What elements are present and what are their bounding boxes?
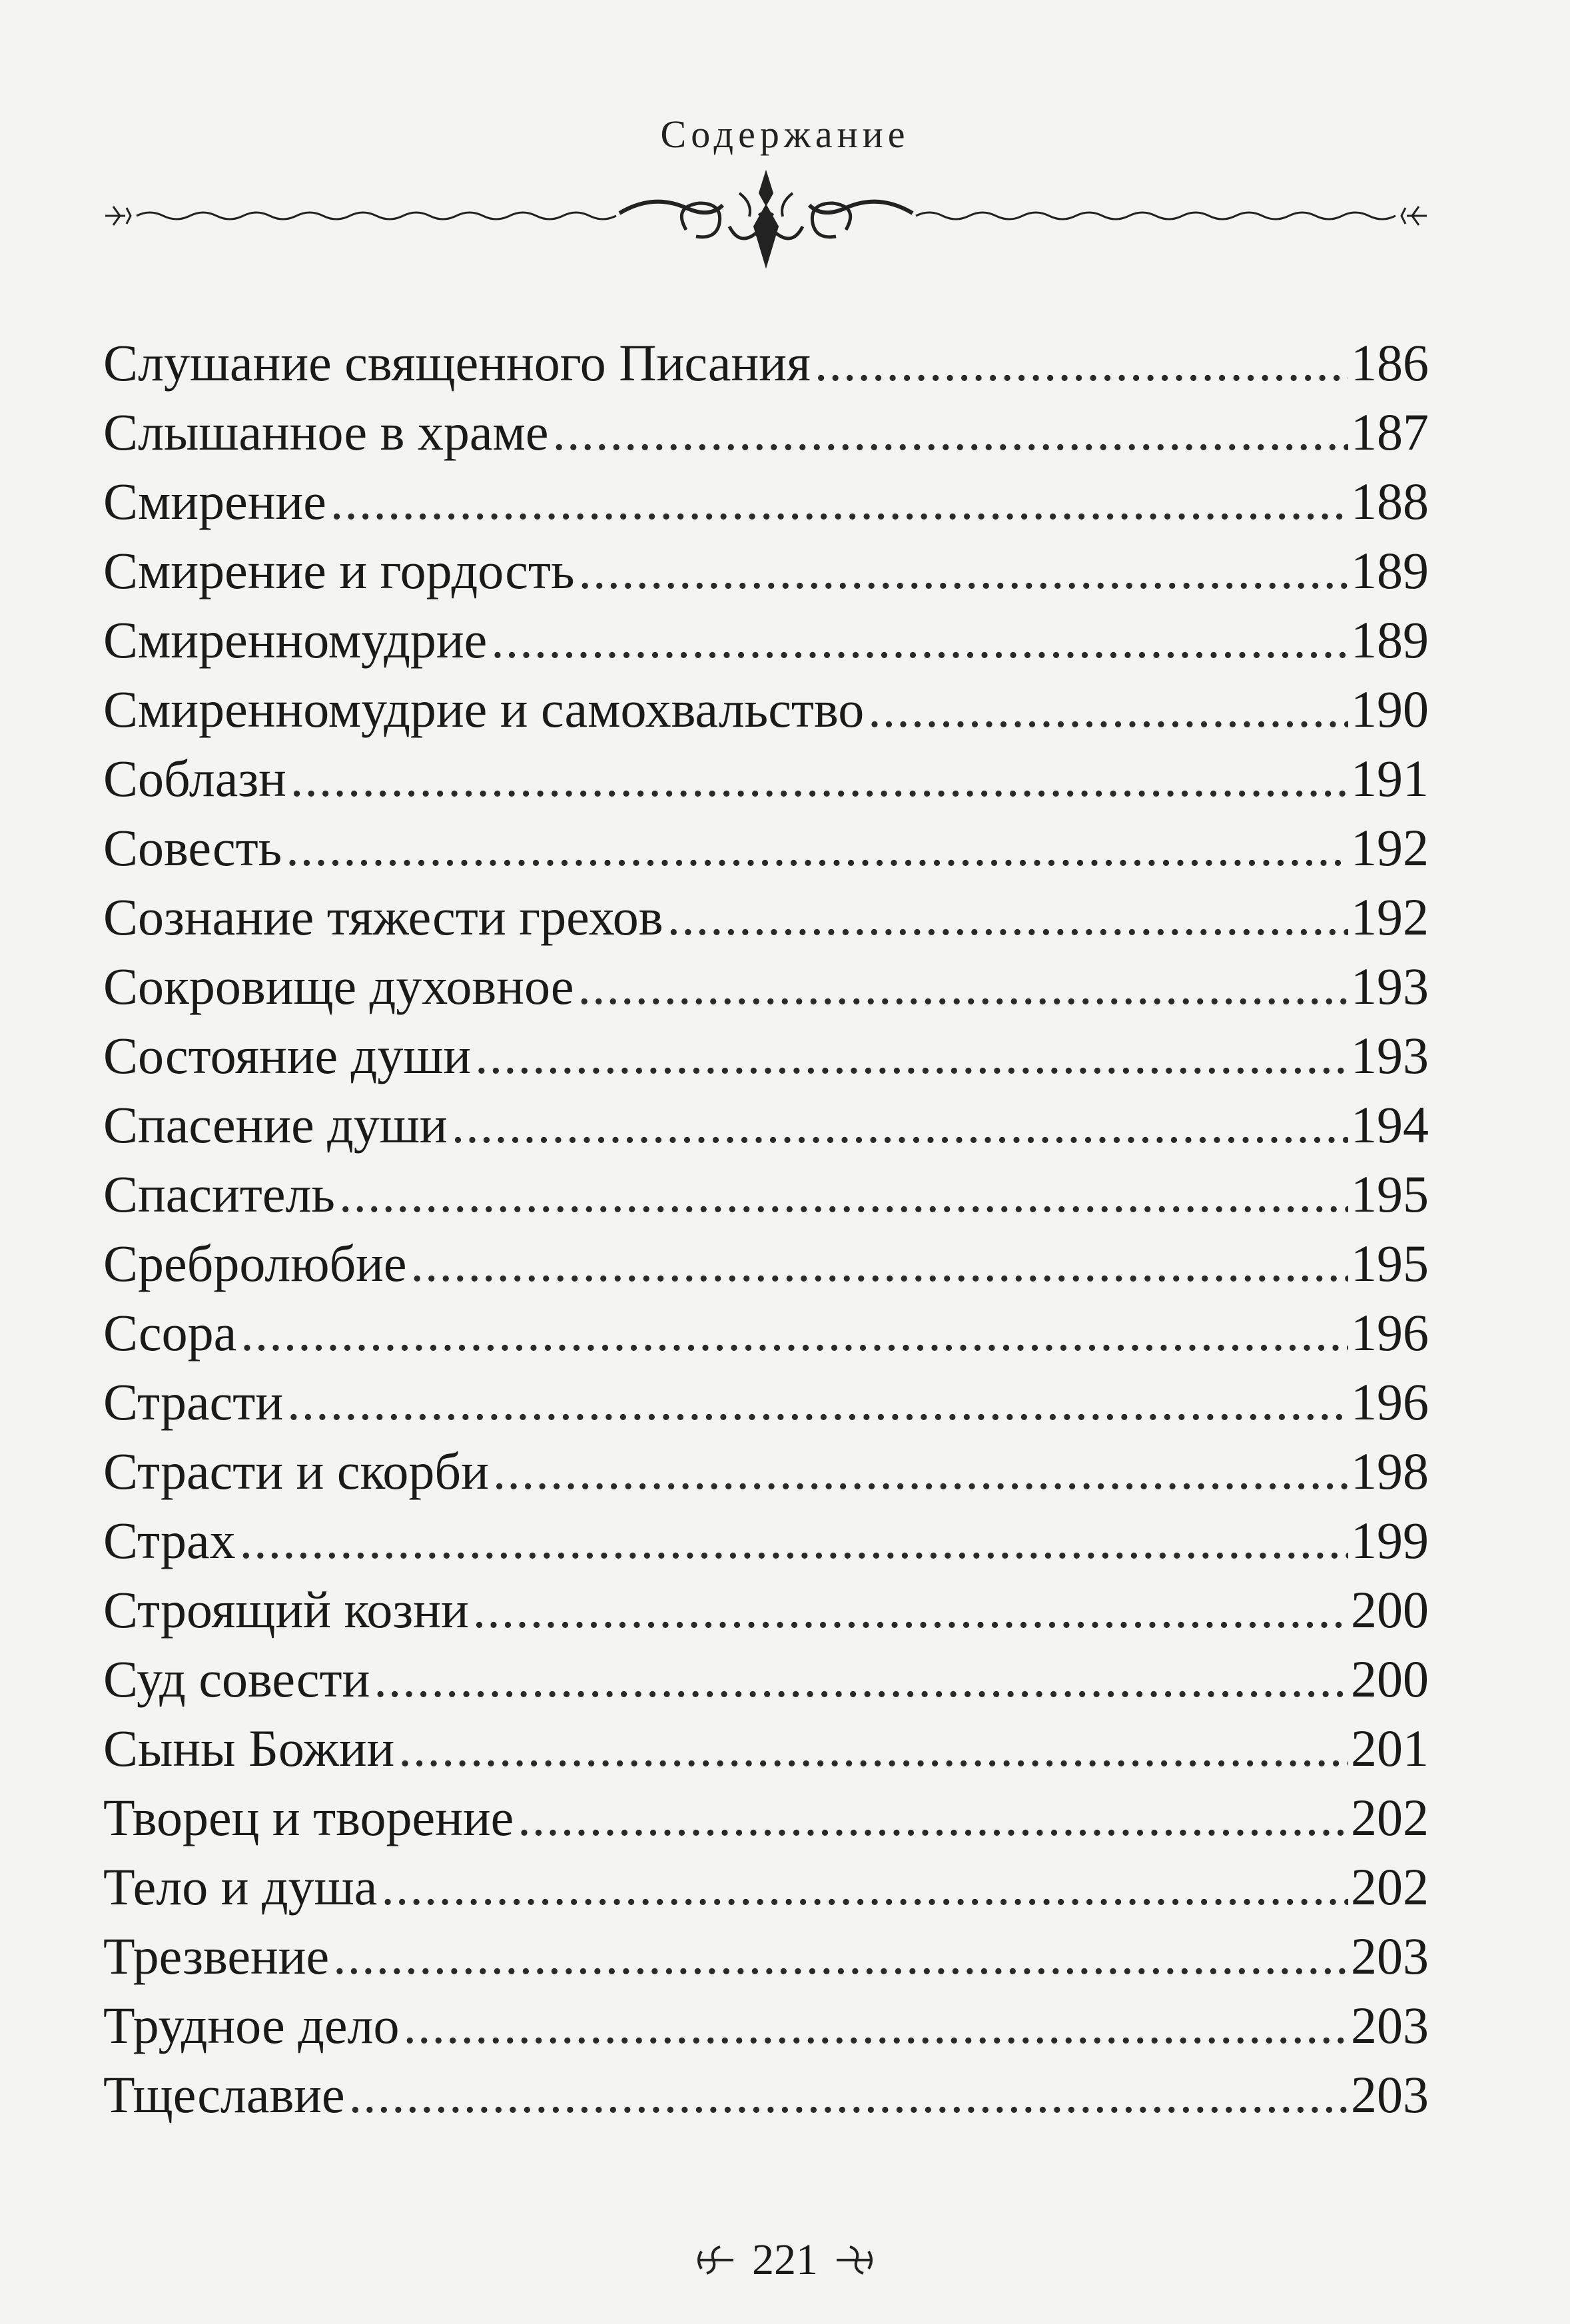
dot-leader [330,467,1348,536]
toc-entry [103,1298,1429,1367]
toc-entry-title: Трезвение [103,1927,330,1985]
dot-leader [491,605,1348,675]
toc-entry [103,1367,1429,1437]
left-flourish-icon [693,2237,740,2283]
toc-entry [103,2060,1429,2130]
toc-entry-page: 198 [1351,1442,1429,1500]
toc-entry-title: Спаситель [103,1165,335,1223]
dot-leader [473,1575,1348,1645]
toc-entry-page: 196 [1351,1304,1429,1361]
toc-entry-page: 203 [1351,2066,1429,2124]
toc-entry [103,1160,1429,1229]
toc-entry-title: Тщеславие [103,2066,345,2124]
toc-entry [103,467,1429,536]
toc-entry-page: 186 [1351,334,1429,392]
toc-entry-title: Страсти [103,1373,284,1431]
toc-entry-page: 193 [1351,1026,1429,1084]
toc-entry-page: 187 [1351,403,1429,461]
dot-leader [868,675,1348,744]
toc-entry-title: Трудное дело [103,1996,400,2054]
toc-entry [103,1645,1429,1714]
toc-entry-page: 203 [1351,1927,1429,1985]
dot-leader [667,883,1348,952]
toc-entry-page: 200 [1351,1581,1429,1639]
dot-leader [553,398,1348,467]
page-number: 221 [752,2235,818,2284]
ornamental-divider [100,167,1432,273]
dot-leader [815,328,1348,398]
toc-entry-page: 192 [1351,888,1429,946]
toc-entry [103,605,1429,675]
toc-entry [103,1922,1429,1991]
toc-entry-page: 193 [1351,957,1429,1015]
toc-entry-title: Смирение [103,472,326,530]
toc-entry-page: 202 [1351,1788,1429,1846]
toc-entry-title: Страх [103,1511,236,1569]
toc-entry-page: 195 [1351,1165,1429,1223]
toc-entry-page: 194 [1351,1096,1429,1154]
toc-entry-page: 199 [1351,1511,1429,1569]
toc-entry-title: Страсти и скорби [103,1442,489,1500]
toc-entry [103,536,1429,605]
toc-entry-page: 189 [1351,611,1429,669]
dot-leader [286,813,1348,883]
table-of-contents [103,328,1429,2130]
toc-entry-title: Сокровище духовное [103,957,574,1015]
toc-entry-title: Суд совести [103,1650,370,1708]
toc-entry [103,1852,1429,1922]
toc-entry [103,813,1429,883]
toc-entry-title: Сознание тяжести грехов [103,888,663,946]
toc-entry-title: Состояние души [103,1026,472,1084]
dot-leader [290,744,1348,813]
toc-entry-page: 203 [1351,1996,1429,2054]
toc-entry-title: Слушание священного Писания [103,334,811,392]
dot-leader [333,1922,1348,1991]
right-flourish-icon [830,2237,877,2283]
dot-leader [374,1645,1348,1714]
toc-entry-page: 195 [1351,1234,1429,1292]
toc-entry-page: 190 [1351,680,1429,738]
toc-entry [103,1229,1429,1298]
toc-entry-page: 200 [1351,1650,1429,1708]
dot-leader [578,952,1348,1021]
dot-leader [475,1021,1348,1090]
toc-entry-title: Слышанное в храме [103,403,549,461]
toc-entry-title: Тело и душа [103,1858,378,1916]
toc-entry-page: 201 [1351,1719,1429,1777]
toc-entry-title: Спасение души [103,1096,448,1154]
toc-entry [103,675,1429,744]
toc-entry-title: Соблазн [103,749,286,807]
toc-entry-page: 196 [1351,1373,1429,1431]
toc-entry [103,1991,1429,2060]
toc-entry [103,1021,1429,1090]
toc-entry [103,398,1429,467]
dot-leader [287,1367,1348,1437]
dot-leader [403,1991,1348,2060]
dot-leader [339,1160,1348,1229]
toc-entry [103,1575,1429,1645]
toc-entry-page: 202 [1351,1858,1429,1916]
dot-leader [381,1852,1348,1922]
toc-entry-title: Смиренномудрие и самохвальство [103,680,865,738]
toc-entry-page: 191 [1351,749,1429,807]
toc-entry-title: Сыны Божии [103,1719,395,1777]
dot-leader [349,2060,1348,2130]
dot-leader [411,1229,1348,1298]
page-footer [0,2235,1570,2285]
toc-entry [103,883,1429,952]
toc-entry-title: Сребролюбие [103,1234,407,1292]
dot-leader [240,1298,1348,1367]
dot-leader [398,1714,1348,1783]
toc-entry-title: Ссора [103,1304,237,1361]
dot-leader [240,1506,1348,1575]
toc-entry-title: Смиренномудрие [103,611,488,669]
toc-entry-page: 188 [1351,472,1429,530]
dot-leader [579,536,1348,605]
toc-entry [103,328,1429,398]
toc-entry [103,1090,1429,1160]
page-header-title: Содержание [660,113,910,156]
toc-entry-page: 192 [1351,819,1429,877]
toc-entry [103,1437,1429,1506]
dot-leader [452,1090,1348,1160]
toc-entry-page: 189 [1351,542,1429,599]
toc-entry-title: Совесть [103,819,282,877]
toc-entry [103,1506,1429,1575]
dot-leader [493,1437,1348,1506]
toc-entry [103,1783,1429,1852]
toc-entry-title: Смирение и гордость [103,542,575,599]
toc-entry [103,1714,1429,1783]
toc-entry [103,744,1429,813]
toc-entry-title: Строящий козни [103,1581,469,1639]
toc-entry [103,952,1429,1021]
dot-leader [518,1783,1348,1852]
toc-entry-title: Творец и творение [103,1788,514,1846]
